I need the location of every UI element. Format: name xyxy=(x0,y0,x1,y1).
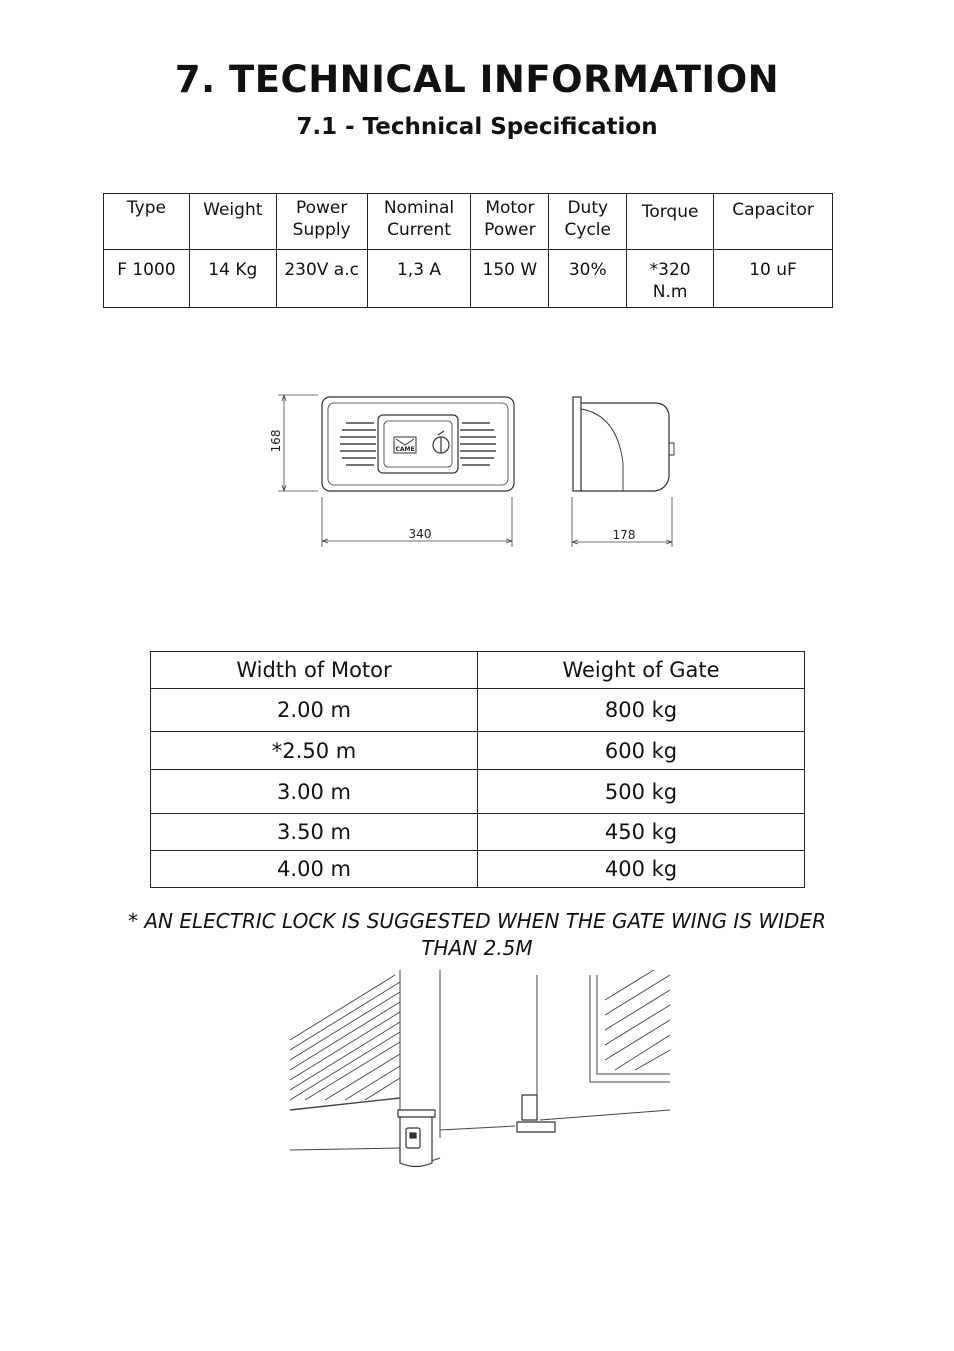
spec-header-cell: Power Supply xyxy=(276,194,367,250)
capacity-header-cell: Weight of Gate xyxy=(478,652,805,689)
spec-header-row xyxy=(104,194,833,250)
motor-dimension-drawing xyxy=(260,385,690,555)
spec-header-cell: Duty Cycle xyxy=(549,194,627,250)
electric-lock-note: * AN ELECTRIC LOCK IS SUGGESTED WHEN THE GATE WING IS WIDER THAN 2.5M xyxy=(127,909,826,960)
spec-header-cell: Torque xyxy=(627,194,714,250)
gate-bracket-icon xyxy=(517,1095,555,1132)
depth-dimension-label: 178 xyxy=(612,528,636,542)
capacity-row xyxy=(151,689,805,732)
installation-illustration xyxy=(285,970,675,1190)
length-dimension-label: 340 xyxy=(408,527,432,541)
spec-value-cell: 14 Kg xyxy=(189,250,276,308)
height-dimension-label: 168 xyxy=(269,429,283,453)
spec-value-cell: 30% xyxy=(549,250,627,308)
spec-value-cell: F 1000 xyxy=(104,250,190,308)
spec-header-cell: Nominal Current xyxy=(367,194,471,250)
capacity-cell: 3.50 m xyxy=(151,814,478,851)
capacity-cell: 500 kg xyxy=(478,770,805,814)
spec-value-cell: *320 N.m xyxy=(627,250,714,308)
capacity-row xyxy=(151,851,805,888)
capacity-cell: 450 kg xyxy=(478,814,805,851)
section-subtitle: 7.1 - Technical Specification xyxy=(296,114,658,140)
spec-value-cell: 10 uF xyxy=(714,250,833,308)
spec-header-cell: Weight xyxy=(189,194,276,250)
capacity-cell: 600 kg xyxy=(478,732,805,770)
capacity-cell: 800 kg xyxy=(478,689,805,732)
spec-header-cell: Type xyxy=(104,194,190,250)
brand-logo-text: CAME xyxy=(395,446,415,453)
capacity-cell: 400 kg xyxy=(478,851,805,888)
capacity-row xyxy=(151,732,805,770)
gate-capacity-table xyxy=(150,651,805,888)
capacity-cell: 2.00 m xyxy=(151,689,478,732)
capacity-row xyxy=(151,770,805,814)
spec-header-cell: Capacitor xyxy=(714,194,833,250)
capacity-cell: *2.50 m xyxy=(151,732,478,770)
spec-value-row xyxy=(104,250,833,308)
motor-unit-icon xyxy=(398,1110,435,1167)
capacity-cell: 4.00 m xyxy=(151,851,478,888)
technical-spec-table xyxy=(103,193,833,308)
capacity-cell: 3.00 m xyxy=(151,770,478,814)
spec-value-cell: 150 W xyxy=(471,250,549,308)
spec-value-cell: 1,3 A xyxy=(367,250,471,308)
capacity-header-cell: Width of Motor xyxy=(151,652,478,689)
spec-header-cell: Motor Power xyxy=(471,194,549,250)
capacity-row xyxy=(151,814,805,851)
page-title: 7. TECHNICAL INFORMATION xyxy=(174,58,780,101)
spec-value-cell: 230V a.c xyxy=(276,250,367,308)
capacity-header-row xyxy=(151,652,805,689)
